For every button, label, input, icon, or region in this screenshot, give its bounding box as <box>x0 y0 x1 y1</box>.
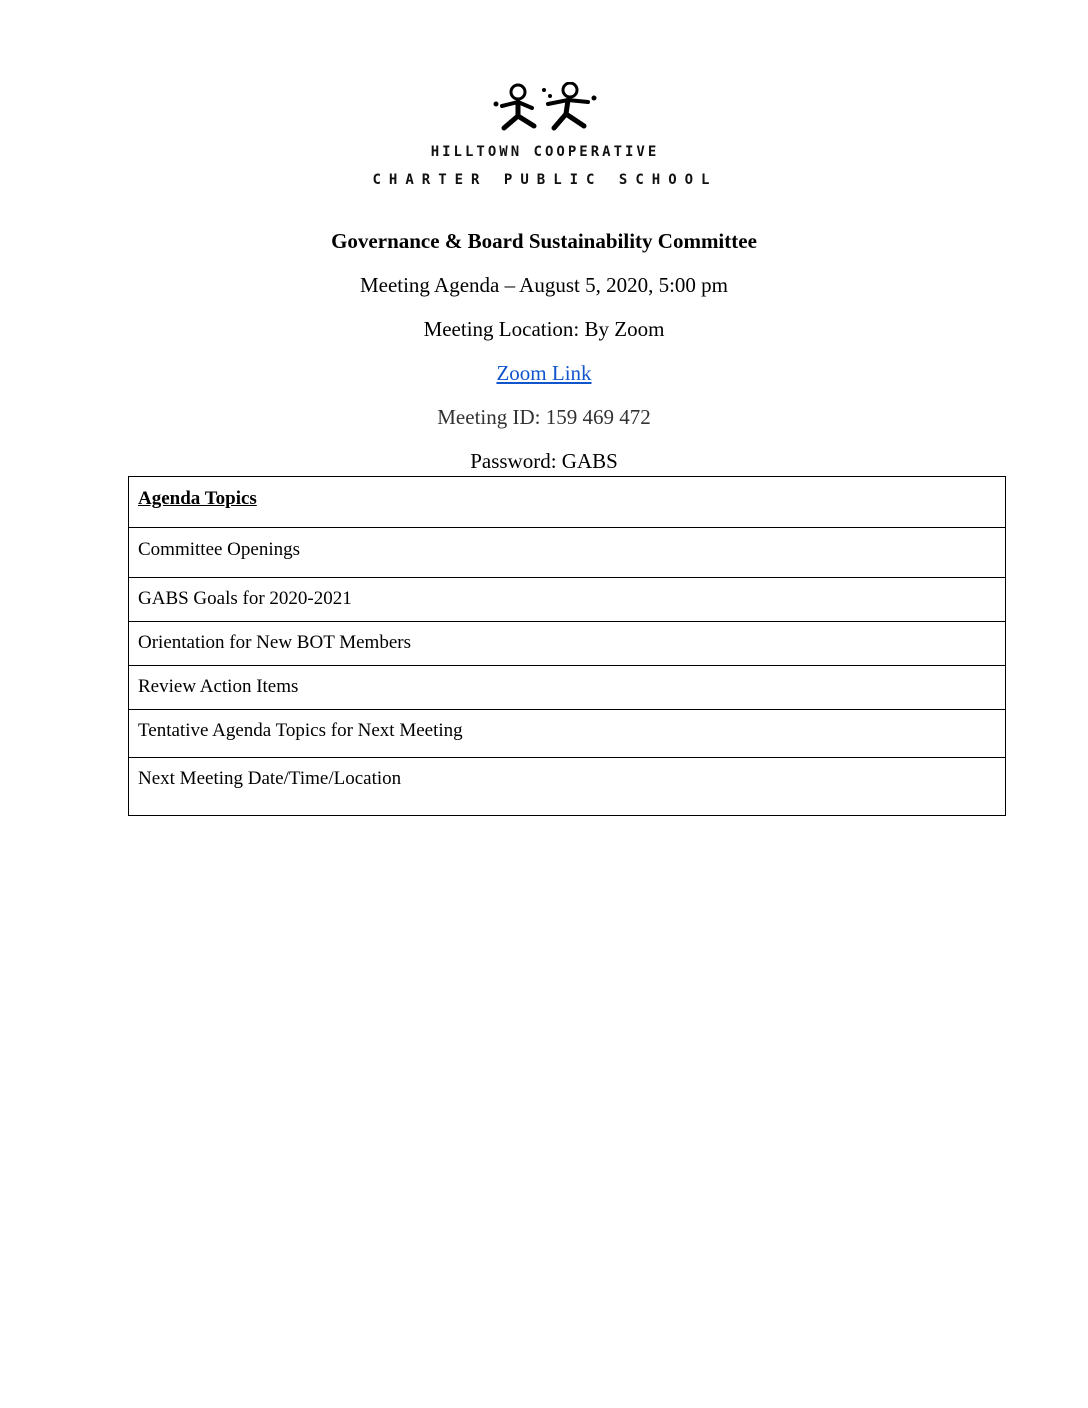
agenda-topics-heading: Agenda Topics <box>138 488 257 509</box>
zoom-link-container <box>0 360 1088 386</box>
table-row <box>129 758 1006 816</box>
meeting-password: Password: GABS <box>470 449 618 473</box>
agenda-item: Committee Openings <box>129 528 1006 578</box>
agenda-item: Next Meeting Date/Time/Location <box>129 758 1006 816</box>
meeting-location: Meeting Location: By Zoom <box>423 317 665 341</box>
running-figures-icon <box>488 82 602 138</box>
agenda-table-header <box>129 477 1006 528</box>
agenda-item: Review Action Items <box>129 666 1006 710</box>
meeting-id: Meeting ID: 159 469 472 <box>437 405 651 429</box>
table-row <box>129 578 1006 622</box>
table-row <box>129 666 1006 710</box>
meeting-agenda-date: Meeting Agenda – August 5, 2020, 5:00 pm <box>359 273 729 297</box>
table-row <box>129 528 1006 578</box>
agenda-item: Orientation for New BOT Members <box>129 622 1006 666</box>
agenda-table <box>128 476 1006 816</box>
agenda-item: Tentative Agenda Topics for Next Meeting <box>129 710 1006 758</box>
logo-text-line-2: CHARTER PUBLIC SCHOOL <box>372 172 718 188</box>
school-logo <box>360 82 730 194</box>
logo-text-line-1: HILLTOWN COOPERATIVE <box>430 144 660 160</box>
agenda-table-header-row <box>129 477 1006 528</box>
page-title: Governance & Board Sustainability Committee <box>331 229 757 253</box>
zoom-link[interactable]: Zoom Link <box>496 361 592 385</box>
table-row <box>129 710 1006 758</box>
table-row <box>129 622 1006 666</box>
agenda-item: GABS Goals for 2020-2021 <box>129 578 1006 622</box>
